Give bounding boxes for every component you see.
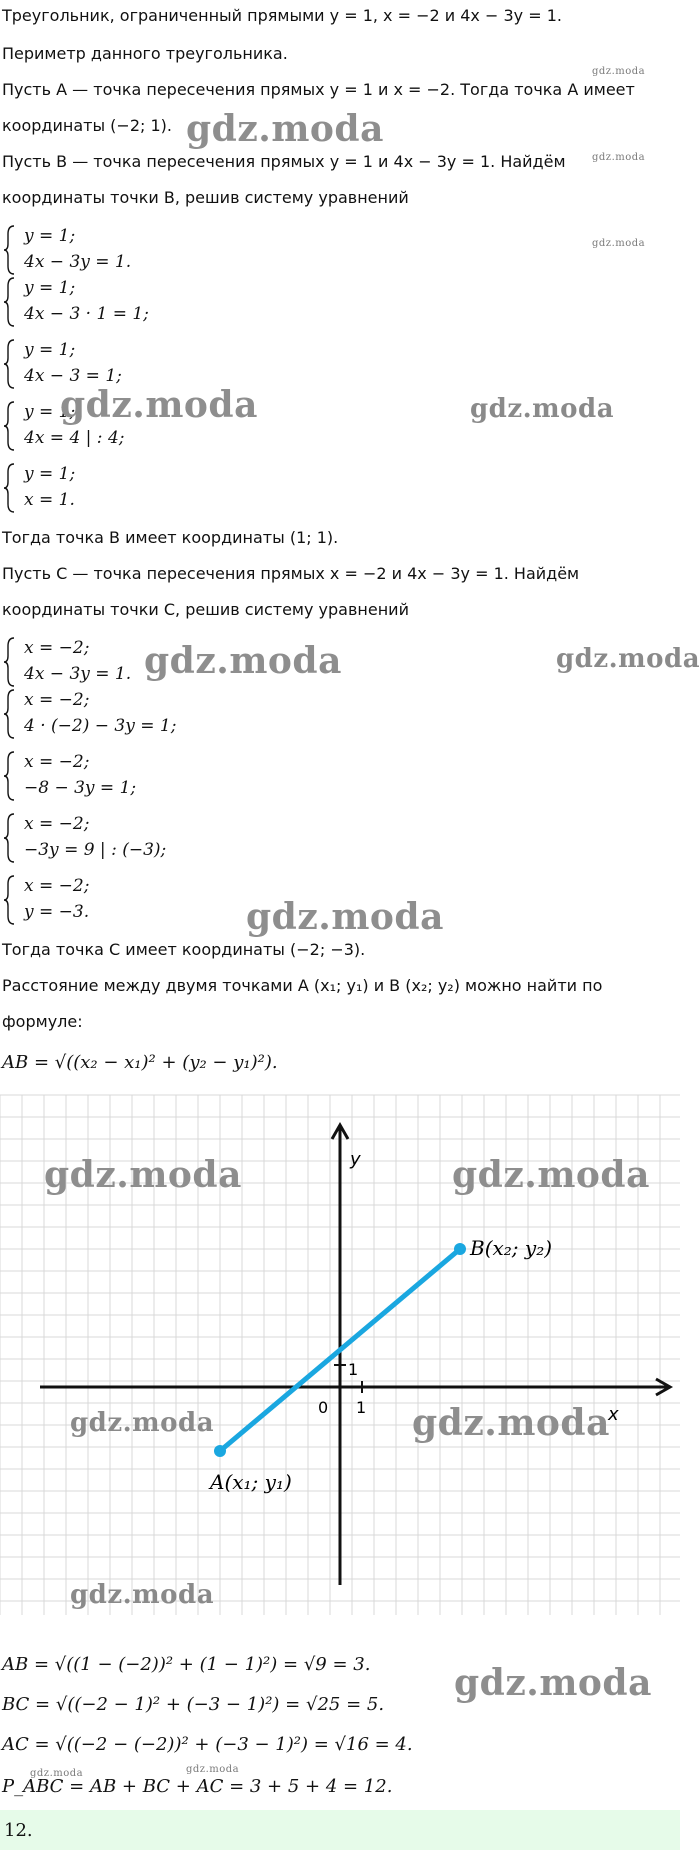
point-b-system-intro: координаты точки B, решив систему уравнений [2,188,409,207]
watermark: gdz.moda [186,108,384,150]
watermark: gdz.moda [44,1154,242,1196]
watermark: gdz.moda [592,66,646,77]
point-a-text: Пусть A — точка пересечения прямых y = 1 и x = −2. Тогда точка A имеет [2,80,635,99]
system-line: x = −2; [24,638,90,658]
x-axis-label: x [608,1404,619,1425]
system-line: y = 1; [24,226,76,246]
system-line: 4x − 3y = 1. [24,664,132,684]
watermark: gdz.moda [70,1408,215,1438]
system-line: y = 1; [24,464,76,484]
brace-icon [2,462,16,514]
brace-icon [2,750,16,802]
system-line: x = −2; [24,814,90,834]
problem-question: Периметр данного треугольника. [2,44,288,63]
system-line: x = −2; [24,752,90,772]
system-line: y = −3. [24,902,90,922]
watermark: gdz.moda [30,1768,84,1779]
answer-bar [0,1810,680,1850]
watermark: gdz.moda [556,644,700,674]
y-axis-label: y [350,1149,361,1170]
distance-intro-cont: формуле: [2,1012,83,1031]
distance-intro: Расстояние между двумя точками A (x₁; y₁) и B (x₂; y₂) можно найти по [2,976,603,995]
watermark: gdz.moda [452,1154,650,1196]
watermark: gdz.moda [186,1764,240,1775]
problem-statement: Треугольник, ограниченный прямыми y = 1, x = −2 и 4x − 3y = 1. [2,6,562,25]
brace-icon [2,338,16,390]
point-b-text: Пусть B — точка пересечения прямых y = 1 и 4x − 3y = 1. Найдём [2,152,566,171]
watermark: gdz.moda [470,394,615,424]
watermark: gdz.moda [70,1580,215,1610]
system-line: x = −2; [24,876,90,896]
system-line: y = 1; [24,402,76,422]
system-line: 4x − 3 · 1 = 1; [24,304,149,324]
result-ac: AC = √((−2 − (−2))² + (−3 − 1)²) = √16 = 4. [2,1734,413,1755]
system-line: y = 1; [24,278,76,298]
point-a-coords: координаты (−2; 1). [2,116,172,135]
tick-y-label: 1 [348,1360,359,1379]
system-line: x = −2; [24,690,90,710]
point-c-text: Пусть C — точка пересечения прямых x = −2 и 4x − 3y = 1. Найдём [2,564,580,583]
system-line: 4 · (−2) − 3y = 1; [24,716,177,736]
brace-icon [2,688,16,740]
watermark: gdz.moda [454,1662,652,1704]
point-a [214,1445,226,1457]
answer-value: 12. [4,1820,33,1841]
watermark: gdz.moda [144,640,342,682]
system-line: −8 − 3y = 1; [24,778,137,798]
brace-icon [2,636,16,688]
point-a-label: A(x₁; y₁) [210,1470,292,1494]
watermark: gdz.moda [60,384,258,426]
brace-icon [2,874,16,926]
origin-label: 0 [318,1398,329,1417]
brace-icon [2,812,16,864]
brace-icon [2,224,16,276]
point-c-coords: Тогда точка C имеет координаты (−2; −3). [2,940,366,959]
watermark: gdz.moda [412,1402,610,1444]
brace-icon [2,276,16,328]
point-c-system-intro: координаты точки C, решив систему уравнений [2,600,409,619]
point-b-label: B(x₂; y₂) [470,1236,553,1260]
point-b-coords: Тогда точка B имеет координаты (1; 1). [2,528,339,547]
distance-formula: AB = √((x₂ − x₁)² + (y₂ − y₁)²). [2,1052,278,1073]
result-bc: BC = √((−2 − 1)² + (−3 − 1)²) = √25 = 5. [2,1694,385,1715]
system-line: 4x − 3 = 1; [24,366,122,386]
system-line: 4x − 3y = 1. [24,252,132,272]
brace-icon [2,400,16,452]
result-perimeter: P_ABC = AB + BC + AC = 3 + 5 + 4 = 12. [2,1776,393,1797]
watermark: gdz.moda [246,896,444,938]
system-line: 4x = 4 | : 4; [24,428,125,448]
system-line: −3y = 9 | : (−3); [24,840,167,860]
watermark: gdz.moda [592,238,646,249]
tick-x-label: 1 [356,1398,367,1417]
system-line: x = 1. [24,490,75,510]
system-line: y = 1; [24,340,76,360]
result-ab: AB = √((1 − (−2))² + (1 − 1)²) = √9 = 3. [2,1654,371,1675]
watermark: gdz.moda [592,152,646,163]
point-b [454,1243,466,1255]
